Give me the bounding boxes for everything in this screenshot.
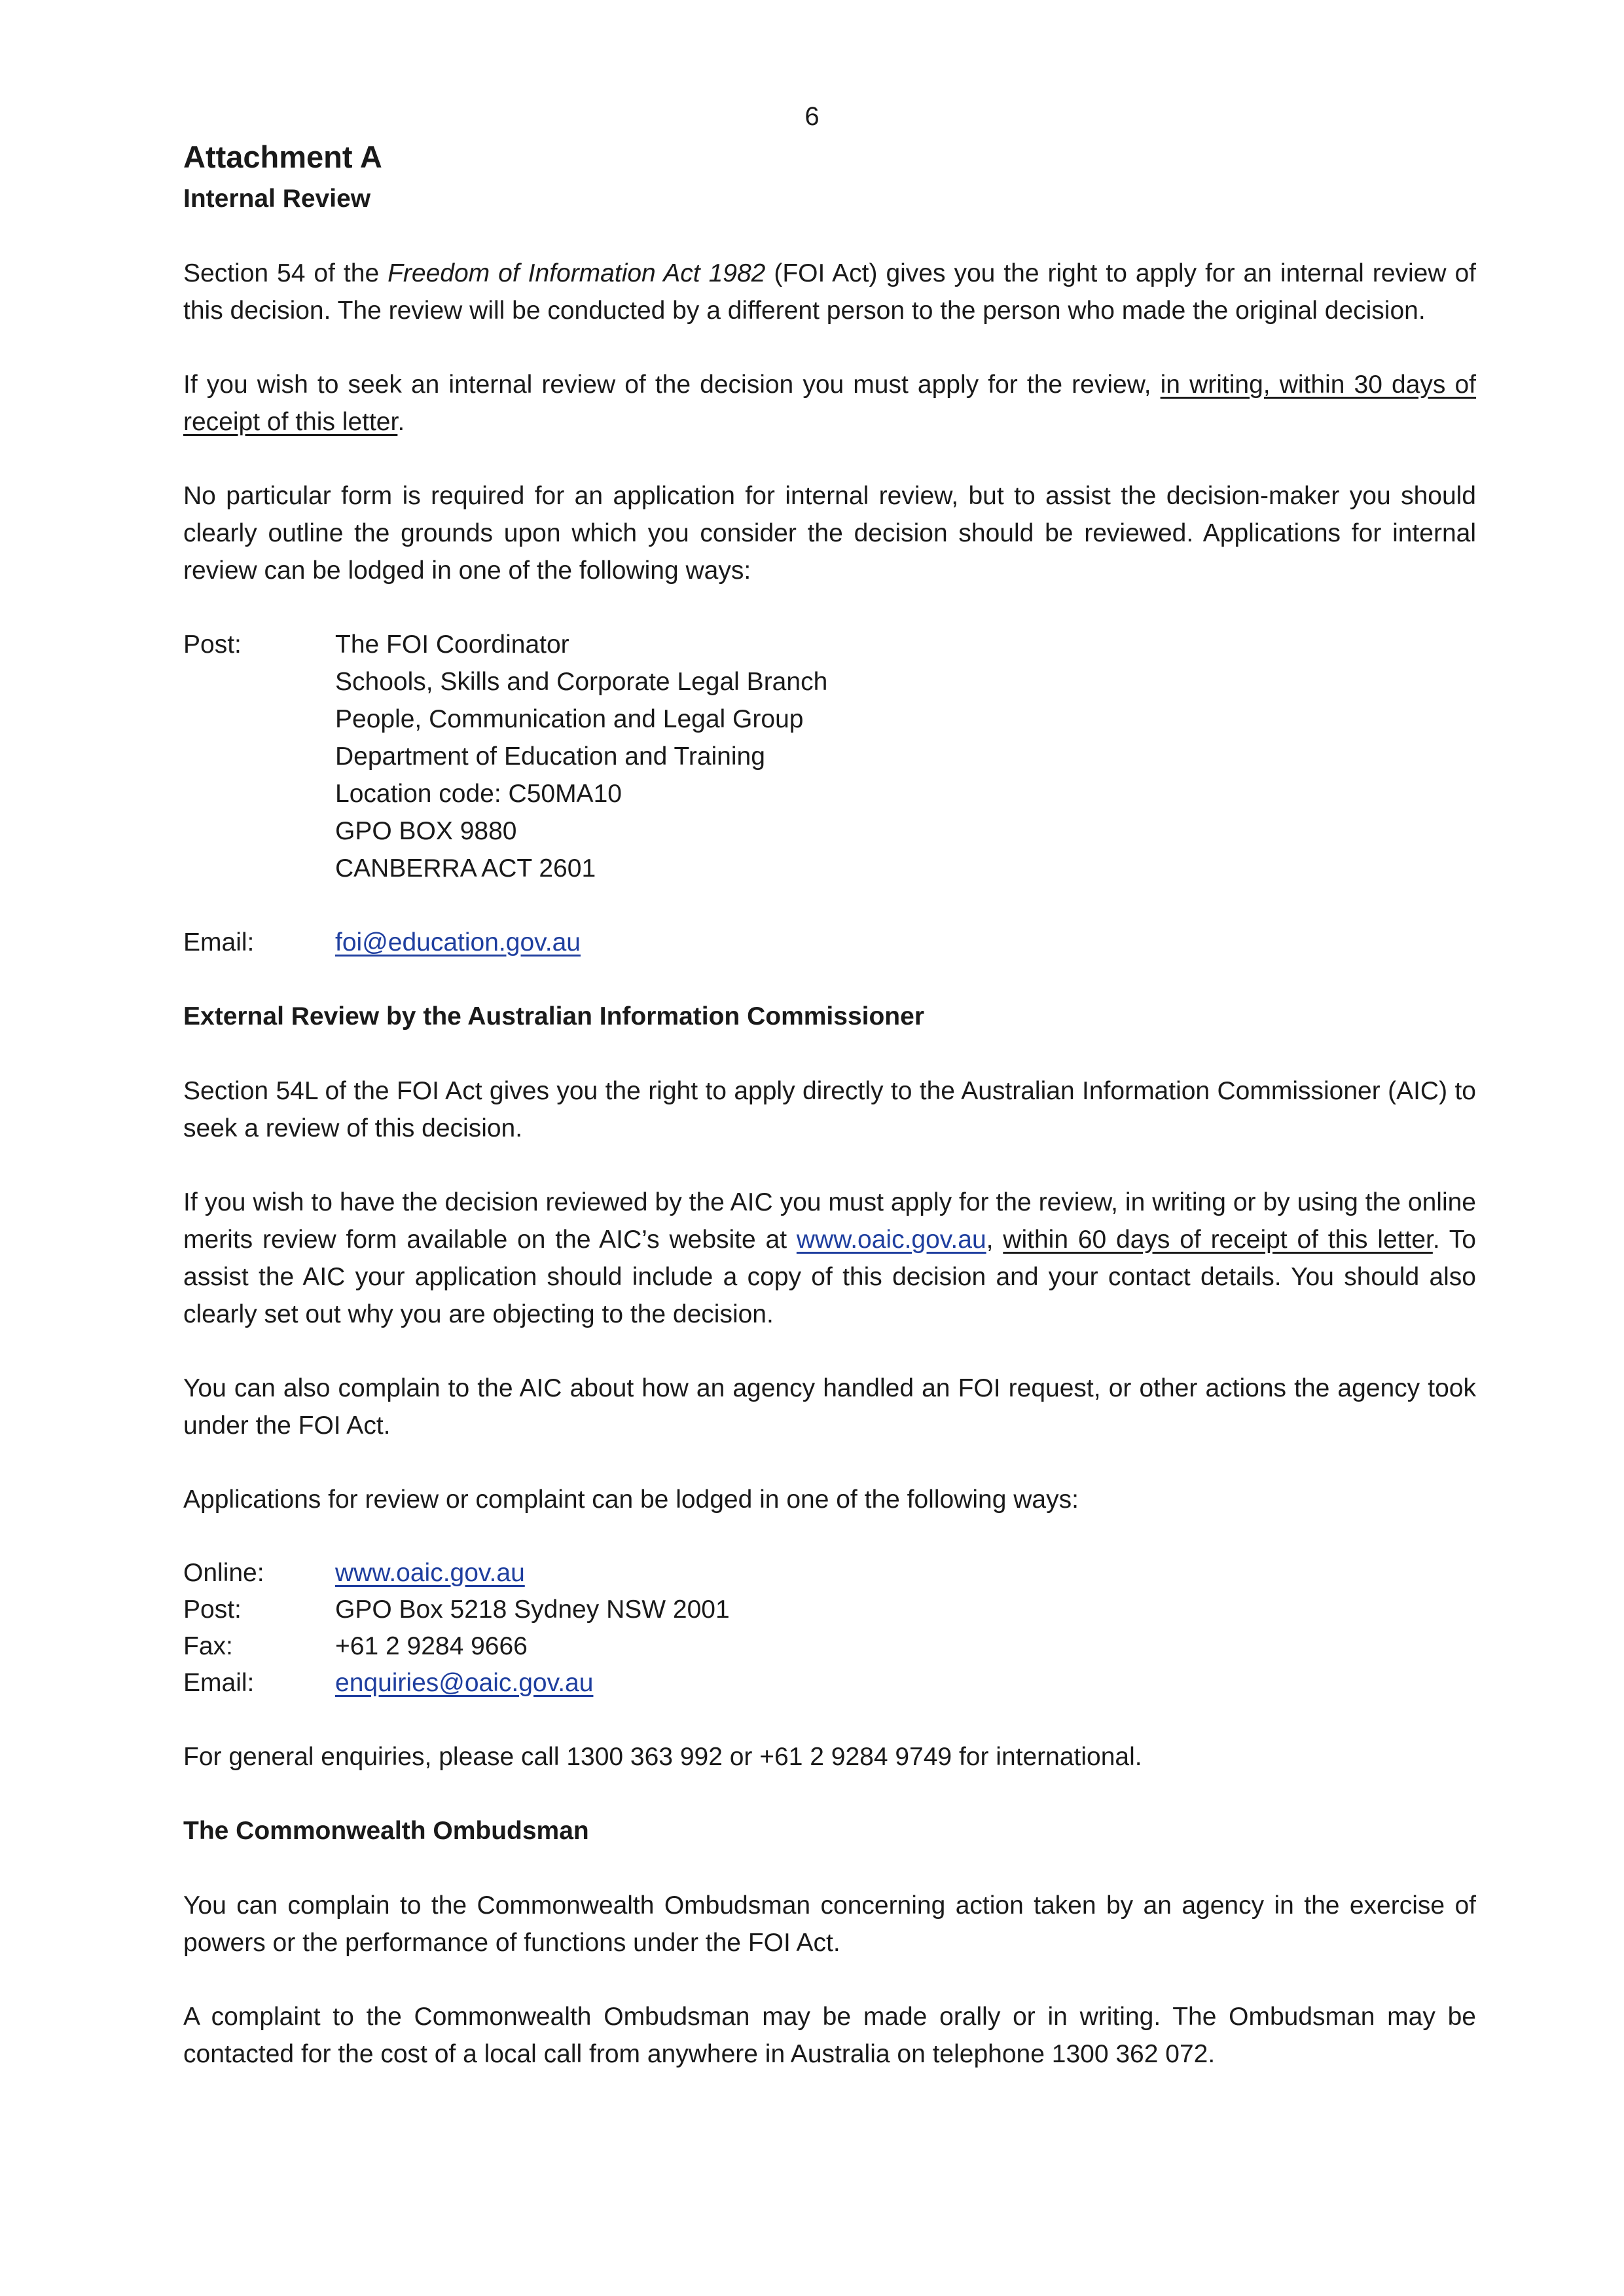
oaic-website-link[interactable]: www.oaic.gov.au (796, 1226, 986, 1254)
post-label: Post: (183, 1595, 242, 1624)
email-label: Email: (183, 1669, 255, 1697)
aic-contact-list (183, 1555, 1476, 1702)
online-label: Online: (183, 1559, 264, 1587)
address-line: The FOI Coordinator (335, 630, 569, 659)
internal-review-email-row (183, 924, 1476, 961)
external-review-paragraph-2: If you wish to have the decision reviewed by the AIC you must apply for the review, in writing or by using the online merits review form available on the AIC’s website at www.oaic.gov.au, within 60 days of receipt of this letter. To assist the AIC your application should include a copy of this decision and your contact details. You should also clearly set out why you are objecting to the decision. (183, 1188, 1477, 1328)
address-line: Department of Education and Training (335, 742, 765, 771)
post-label: Post: (183, 630, 242, 659)
aic-email-link[interactable]: enquiries@oaic.gov.au (335, 1669, 594, 1697)
aic-post-address: GPO Box 5218 Sydney NSW 2001 (335, 1595, 730, 1624)
attachment-title: Attachment A (183, 139, 382, 174)
internal-review-heading: Internal Review (183, 185, 371, 213)
oaic-online-link[interactable]: www.oaic.gov.au (335, 1559, 525, 1587)
address-line: Schools, Skills and Corporate Legal Branch (335, 668, 828, 696)
external-review-heading: External Review by the Australian Information Commissioner (183, 1002, 924, 1030)
address-line: People, Communication and Legal Group (335, 705, 804, 733)
address-line: Location code: C50MA10 (335, 780, 622, 808)
page-number: 6 (804, 102, 820, 131)
address-line: CANBERRA ACT 2601 (335, 854, 596, 883)
address-line: GPO BOX 9880 (335, 817, 517, 845)
external-review-paragraph-3: You can also complain to the AIC about how an agency handled an FOI request, or other actions the agency took under the FOI Act. (183, 1374, 1476, 1440)
external-review-paragraph-4: Applications for review or complaint can be lodged in one of the following ways: (183, 1485, 1079, 1514)
external-review-paragraph-1: Section 54L of the FOI Act gives you the right to apply directly to the Australian Information Commissioner (AIC) to seek a review of this decision. (183, 1077, 1476, 1142)
email-label: Email: (183, 928, 255, 957)
internal-review-paragraph-1: Section 54 of the Freedom of Information Act 1982 (FOI Act) gives you the right to apply for an internal review of this decision. The review will be conducted by a different person to the person who made the original decision. (183, 259, 1476, 325)
document-body (183, 134, 1476, 2073)
internal-review-paragraph-2: If you wish to seek an internal review of the decision you must apply for the review, in writing, within 30 days of receipt of this letter. (183, 371, 1476, 436)
internal-review-paragraph-3: No particular form is required for an application for internal review, but to assist the decision-maker you should clearly outline the grounds upon which you consider the decision should be reviewed. Applications for internal review can be lodged in one of the following ways: (183, 482, 1476, 585)
ombudsman-heading: The Commonwealth Ombudsman (183, 1817, 589, 1845)
foi-email-link[interactable]: foi@education.gov.au (335, 928, 581, 957)
aic-fax-number: +61 2 9284 9666 (335, 1632, 528, 1660)
ombudsman-paragraph-1: You can complain to the Commonwealth Ombudsman concerning action taken by an agency in the exercise of powers or the performance of functions under the FOI Act. (183, 1891, 1476, 1957)
general-enquiries-text: For general enquiries, please call 1300 363 992 or +61 2 9284 9749 for international. (183, 1743, 1142, 1771)
internal-review-post-address (183, 626, 1476, 887)
fax-label: Fax: (183, 1632, 233, 1660)
ombudsman-paragraph-2: A complaint to the Commonwealth Ombudsman may be made orally or in writing. The Ombudsman may be contacted for the cost of a local call from anywhere in Australia on telephone 1300 362 072. (183, 2003, 1476, 2068)
